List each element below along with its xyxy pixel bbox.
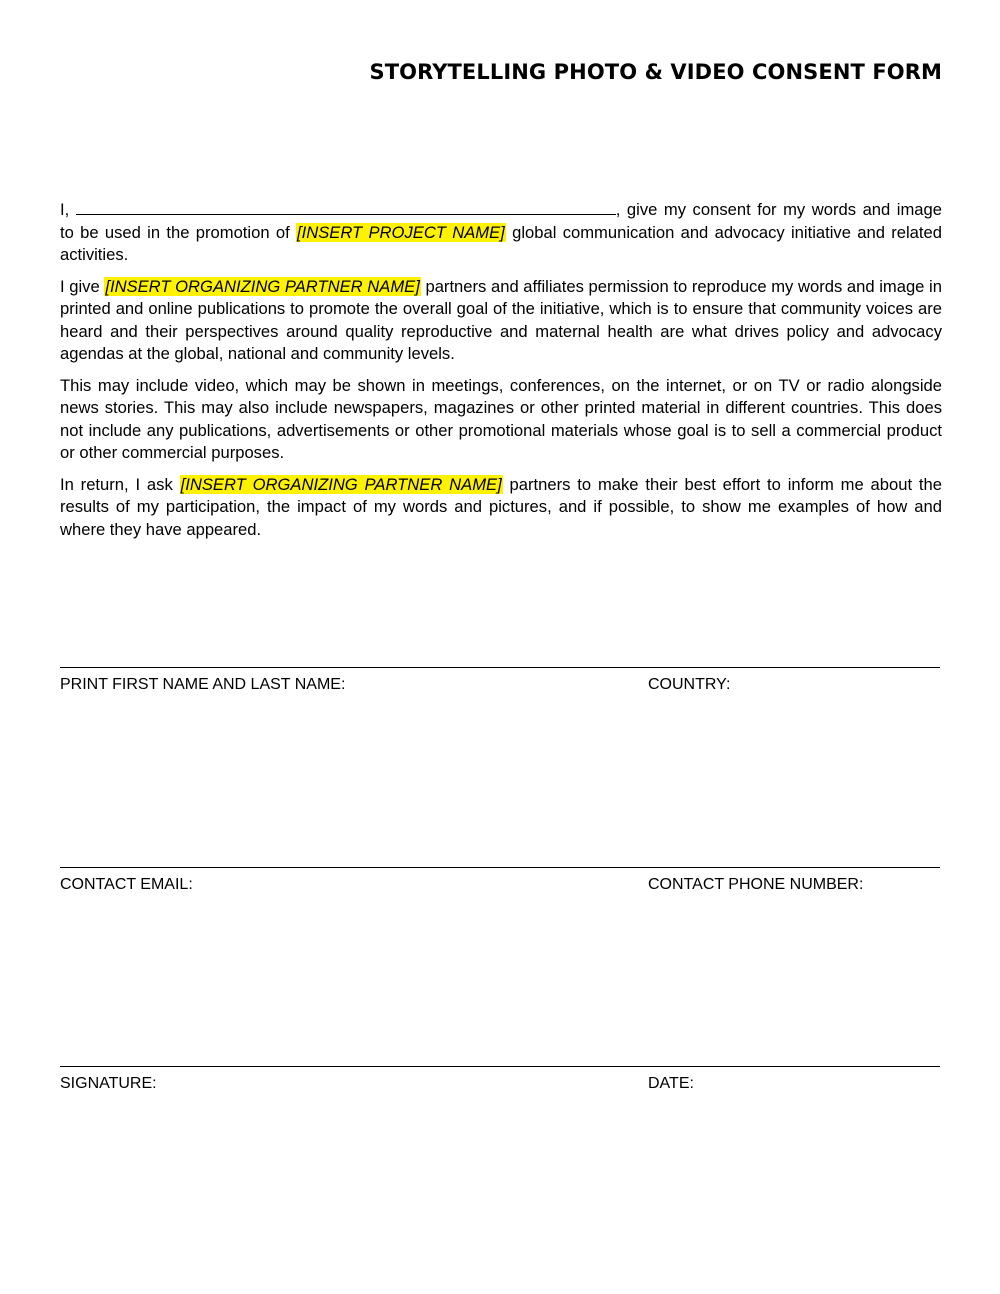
- signature-date-row: [60, 1066, 940, 1099]
- phone-label: CONTACT PHONE NUMBER:: [648, 876, 864, 893]
- signature-date-line[interactable]: [60, 1066, 940, 1067]
- consent-paragraph-3: This may include video, which may be shown in meetings, conferences, on the internet, or on TV or radio alongside news stories. This may also include newspapers, magazines or other printed material in different countries. This does not include any publications, advertisements or other promotional materials whose goal is to sell a commercial product or other commercial purposes.: [60, 375, 942, 462]
- paragraph-4-suffix: partners to make their best effort to inform me about the results of my participation, the impact of my words and pictures, and if possible, to show me examples of how and where they have appeared.: [60, 474, 942, 539]
- paragraph-2-suffix: partners and affiliates permission to reproduce my words and image in printed and online publications to promote the overall goal of the initiative, which is to ensure that community voices are heard and their perspectives around quality reproductive and maternal health are what drives policy and advocacy agendas at the global, national and community levels.: [60, 276, 942, 363]
- paragraph-1-suffix: global communication and advocacy initiative and related activities.: [60, 222, 942, 264]
- paragraph-1-middle: , give my consent for my words and image to be used in the promotion of: [60, 200, 942, 242]
- signature-label: SIGNATURE:: [60, 1075, 157, 1092]
- email-phone-row: [60, 867, 940, 900]
- paragraph-2-prefix: I give: [60, 276, 100, 296]
- consent-paragraph-4: [60, 474, 942, 542]
- email-phone-line[interactable]: [60, 867, 940, 868]
- date-label: DATE:: [648, 1075, 694, 1092]
- consent-body: [60, 199, 942, 550]
- paragraph-1-prefix: I,: [60, 200, 70, 219]
- partner-name-placeholder-2: [INSERT ORGANIZING PARTNER NAME]: [180, 474, 502, 494]
- participant-name-blank[interactable]: [76, 200, 616, 215]
- name-label: PRINT FIRST NAME AND LAST NAME:: [60, 676, 346, 693]
- form-title: STORYTELLING PHOTO & VIDEO CONSENT FORM: [369, 60, 942, 84]
- partner-name-placeholder: [INSERT ORGANIZING PARTNER NAME]: [105, 276, 420, 296]
- project-name-placeholder: [INSERT PROJECT NAME]: [297, 222, 505, 242]
- country-label: COUNTRY:: [648, 676, 731, 693]
- name-country-line[interactable]: [60, 667, 940, 668]
- consent-paragraph-2: [60, 276, 942, 366]
- name-country-row: [60, 667, 940, 700]
- paragraph-4-prefix: In return, I ask: [60, 474, 173, 494]
- email-label: CONTACT EMAIL:: [60, 876, 193, 893]
- consent-paragraph-1: [60, 199, 942, 267]
